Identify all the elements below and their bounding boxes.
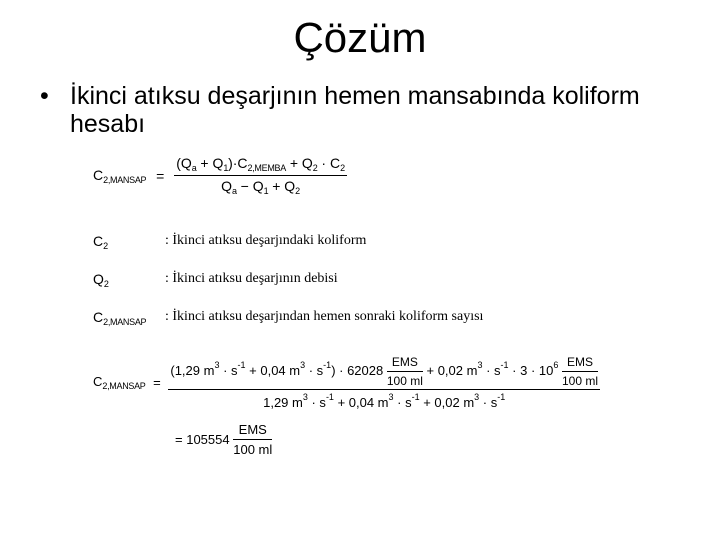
bullet-text: İkinci atıksu deşarjının hemen mansabında koliform hesabı (70, 82, 640, 138)
formula-fraction (174, 155, 347, 196)
result-unit-fraction: $\frac{\text{EMS}}{100 ml}$ (233, 422, 273, 457)
formula2-denominator: 1,29 $m^3 \cdot s^{-1} + 0,04$ $m^3 \cdot s^{-1} + 0,02$ $m^3 \cdot s^{-1}$ (263, 392, 506, 410)
definition-symbol: $C_{2,MANSAP}$ (93, 309, 147, 327)
formula-denominator: $Q_a - Q_1 + Q_2$ (221, 178, 300, 196)
unit-fraction: $\frac{\text{EMS}}{100 ml}$ (386, 355, 423, 388)
definition-text: : İkinci atıksu deşarjının debisi (165, 271, 338, 286)
formula2-numerator: (1,29 $m^3 \cdot s^{-1} + 0,04$ $m^3 \cdot s^{-1}) \cdot 62028$ $\frac{\text{EMS}}{100 ml}$ + 0,02 $m^3 \cdot s^{-1} \cdot 3 \cdot 10^6$ $\frac{\text{EMS}}{100 ml}$ (170, 355, 599, 388)
definition-symbol: $Q_2$ (93, 271, 109, 289)
bullet-marker: • (40, 82, 49, 110)
definition-text: : İkinci atıksu deşarjından hemen sonraki koliform sayısı (165, 309, 484, 324)
formula-numerator: $(Q_a + Q_1)\cdot C_{2,MEMBA} + Q_2 \cdot C_2$ (174, 155, 347, 176)
unit-fraction: $\frac{\text{EMS}}{100 ml}$ (561, 355, 599, 388)
slide-title: Çözüm (293, 14, 427, 61)
result-value: 105554 (186, 432, 230, 447)
formula2-fraction (168, 355, 600, 410)
formula2-lhs: C (93, 374, 103, 389)
formula-general: $C_{2,MANSAP}$ = $\frac{(Q_a + Q_1)\cdot C_{2,MEMBA} + Q_2 \cdot C_2}{Q_a - Q_1 + Q_2}$ (93, 155, 345, 196)
definition-text: : İkinci atıksu deşarjındaki koliform (165, 233, 367, 248)
formula-result: = 105554 $\frac{\text{EMS}}{100 ml}$ (175, 422, 273, 457)
formula-lhs: C (93, 166, 104, 183)
definition-symbol: $C_2$ (93, 233, 108, 251)
formula-calculation: $C_{2,MANSAP}$ = (1,29 $m^3 \cdot s^{-1} + 0,04$ $m^3 \cdot s^{-1}) \cdot 62028$ $\frac{\text{EMS}}{100 ml}$ + 0,02 $m^3 \cdot s^{-1} \cdot 3 \cdot 10^6$ $\frac{\text{EMS}}{100 ml}$ 1,29 $m^3 \cdot s^{-1} + 0,04$ $m^3 \cdot s^{-1} + 0,02$ $m^3 \cdot s^{-1}$ (93, 355, 599, 410)
